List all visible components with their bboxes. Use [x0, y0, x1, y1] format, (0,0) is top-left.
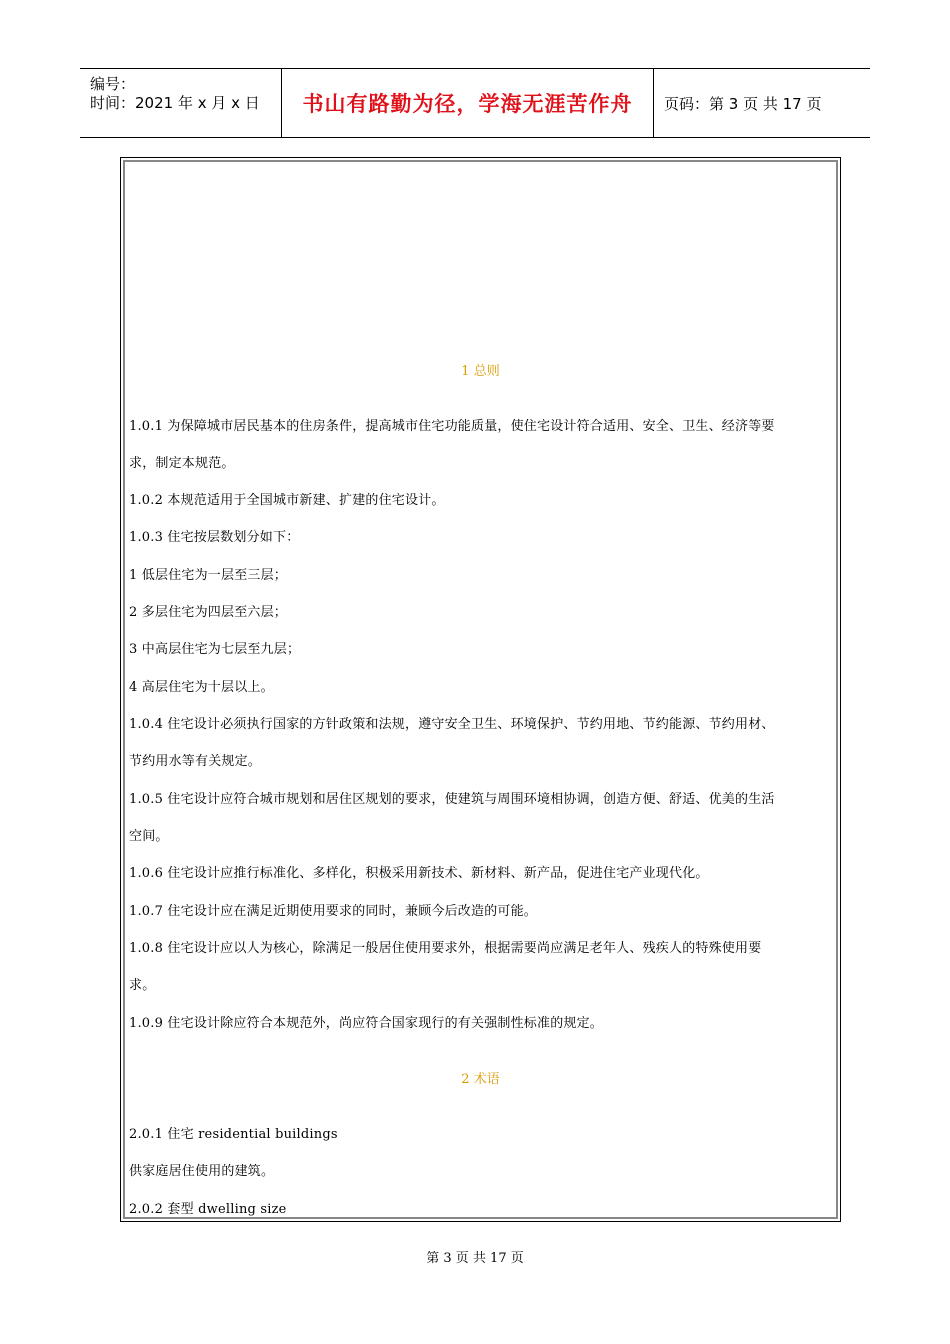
text-line: 求。	[129, 978, 156, 993]
text-line: 1 低层住宅为一层至三层；	[129, 568, 288, 583]
text-line: 1.0.1 为保障城市居民基本的住房条件，提高城市住宅功能质量，使住宅设计符合适用、安全、卫生、经济等要	[129, 419, 775, 434]
text-line: 1.0.3 住宅按层数划分如下：	[129, 530, 300, 545]
header-motto: 书山有路勤为径，学海无涯苦作舟	[302, 92, 633, 116]
text-line: 1.0.5 住宅设计应符合城市规划和居住区规划的要求，使建筑与周围环境相协调，创造方便、舒适、优美的生活	[129, 792, 775, 807]
text-line: 1.0.2 本规范适用于全国城市新建、扩建的住宅设计。	[129, 493, 445, 508]
header-motto-cell	[281, 69, 654, 137]
document-number-label: 编号：	[90, 75, 136, 93]
text-line: 1.0.6 住宅设计应推行标准化、多样化，积极采用新技术、新材料、新产品，促进住宅产业现代化。	[129, 866, 709, 881]
text-line: 3 中高层住宅为七层至九层；	[129, 642, 301, 657]
text-line: 2 多层住宅为四层至六层；	[129, 605, 288, 620]
text-line: 1.0.4 住宅设计必须执行国家的方针政策和法规，遵守安全卫生、环境保护、节约用地、节约能源、节约用材、	[129, 717, 775, 732]
text-line: 空间。	[129, 829, 169, 844]
text-line: 4 高层住宅为十层以上。	[129, 680, 274, 695]
document-date: 时间：2021 年 x 月 x 日	[90, 94, 260, 112]
header-meta	[80, 69, 281, 137]
content-frame	[120, 157, 841, 1222]
page-footer: 第 3 页 共 17 页	[426, 1251, 524, 1266]
text-line: 2.0.1 住宅 residential buildings	[129, 1127, 338, 1142]
text-line: 1.0.9 住宅设计除应符合本规范外，尚应符合国家现行的有关强制性标准的规定。	[129, 1016, 604, 1031]
text-line: 1.0.7 住宅设计应在满足近期使用要求的同时，兼顾今后改造的可能。	[129, 904, 538, 919]
text-line: 求，制定本规范。	[129, 456, 235, 471]
section-2-title: 2 术语	[461, 1072, 500, 1087]
text-line: 供家庭居住使用的建筑。	[129, 1164, 275, 1179]
section-1-title: 1 总则	[461, 364, 500, 379]
text-line: 1.0.8 住宅设计应以人为核心，除满足一般居住使用要求外，根据需要尚应满足老年人、残疾人的特殊使用要	[129, 941, 762, 956]
text-line: 节约用水等有关规定。	[129, 754, 262, 769]
content-area	[123, 160, 838, 1219]
text-line: 2.0.2 套型 dwelling size	[129, 1202, 287, 1217]
header-page-info: 页码：第 3 页 共 17 页	[664, 94, 822, 113]
page-header	[80, 68, 870, 138]
